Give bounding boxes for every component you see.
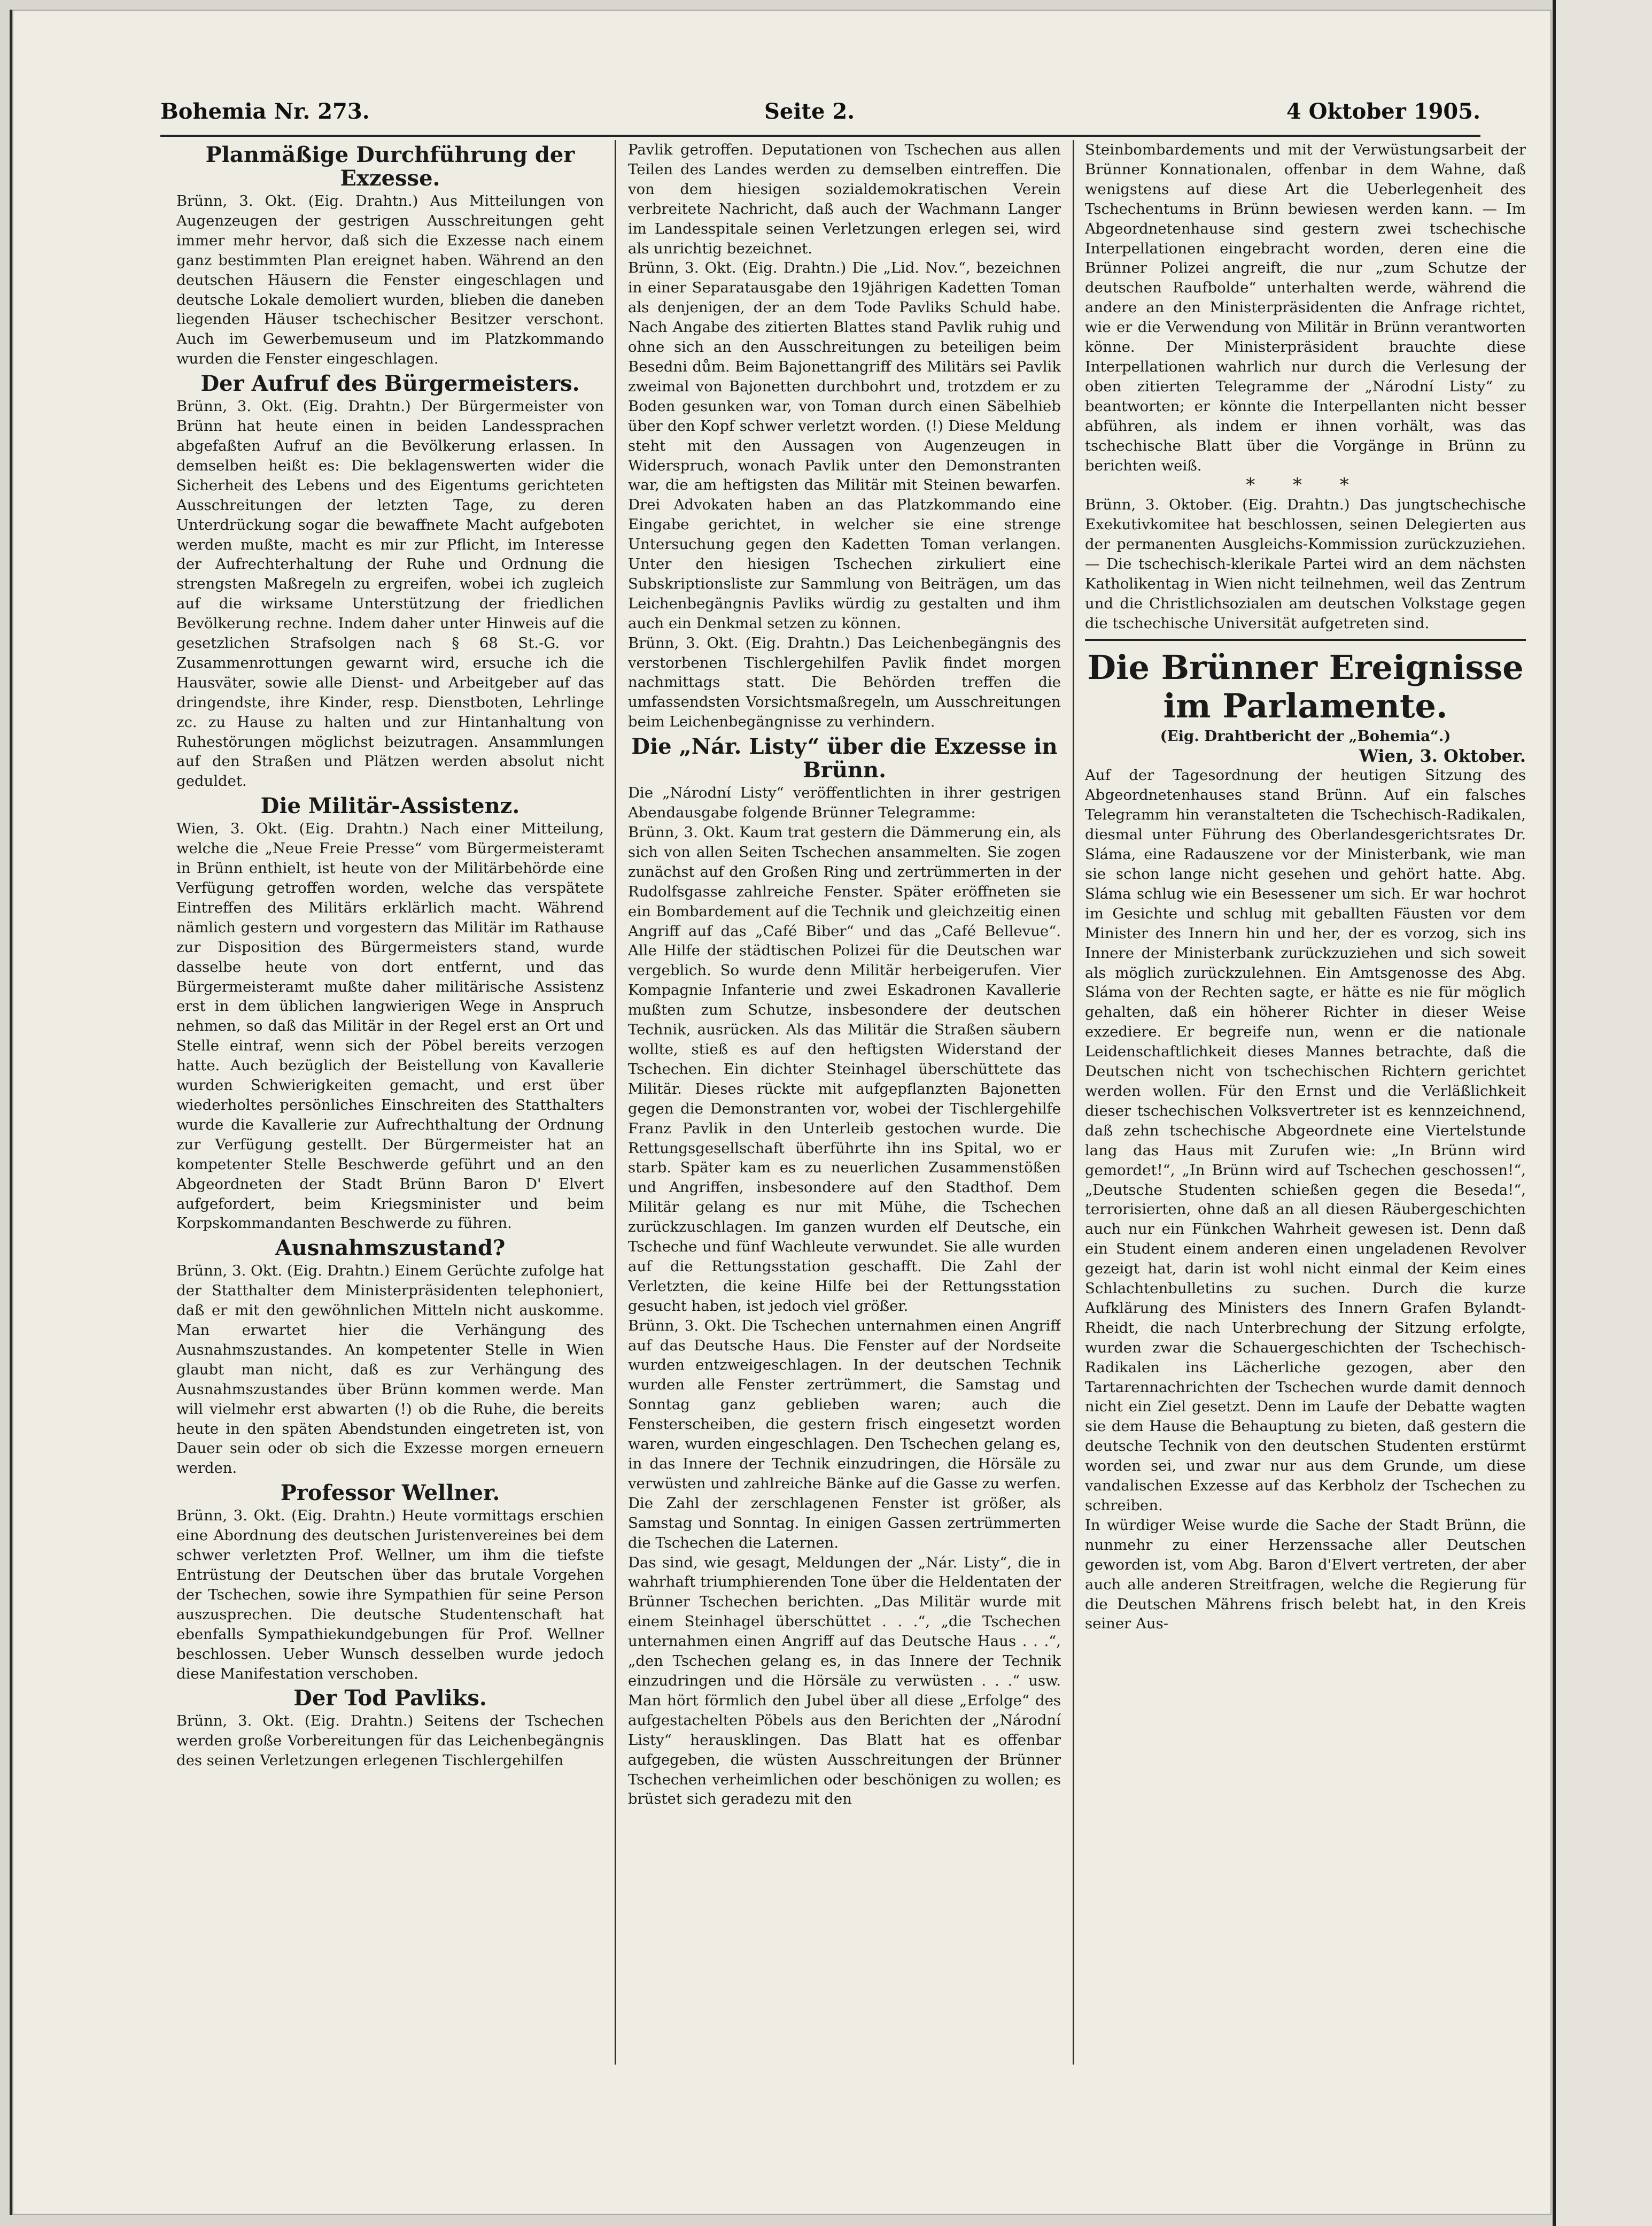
- article-heading: Der Tod Pavliks.: [293, 1686, 487, 1711]
- article-heading: Ausnahmszustand?: [275, 1235, 506, 1261]
- section-separator: * * *: [1246, 474, 1365, 496]
- article-paragraph: Brünn, 3. Okt. Kaum trat gestern die Dämmerung ein, als sich von allen Seiten Tschechen ansammelten. Sie zogen zunächst auf den Großen Ring und zertrümmerten in der Rudolfsgasse zahlreiche Fenster. Später eröffneten sie ein Bombardement auf die Technik und gleichzeitig einen Angriff auf das „Café Biber“ und das „Café Bellevue“. Alle Hilfe der städtischen Polizei für die Deutschen war vergeblich. So wurde denn Militär herbeigerufen. Vier Kompagnie Infanterie und zwei Eskadronen Kavallerie mußten zum Schutze, insbesondere der deutschen Technik, ausrücken. Als das Militär die Straßen säubern wollte, stieß es auf den heftigsten Widerstand der Tschechen. Ein dichter Steinhagel überschüttete das Militär. Dieses rückte mit aufgepflanzten Bajonetten gegen die Demonstranten vor, wobei der Tischlergehilfe Franz Pavlik in den Unterleib gestochen wurde. Die Rettungsgesellschaft überführte ihn ins Spital, wo er starb. Später kam es zu neuerlichen Zusammenstößen und Angriffen, insbesondere auf den Stadthof. Dem Militär gelang es nur mit Mühe, die Tschechen zurückzuschlagen. Im ganzen wurden elf Deutsche, ein Tscheche und fünf Wachleute verwundet. Sie alle wurden auf die Rettungsstation geschafft. Die Zahl der Verletzten, die keine Hilfe bei der Rettungsstation gesucht haben, ist jedoch viel größer.: [628, 824, 1061, 1315]
- header-page-number: Seite 2.: [764, 99, 855, 124]
- article-heading: Die „Nár. Listy“ über die Exzesse in Brünn.: [631, 734, 1058, 783]
- article-paragraph: Brünn, 3. Okt. (Eig. Drahtn.) Einem Gerüchte zufolge hat der Statthalter dem Ministerpräsidenten telephoniert, daß er mit den gewöhnlichen Mitteln nicht auskomme. Man erwartet hier die Verhängung des Ausnahmszustandes. An kompetenter Stelle in Wien glaubt man nicht, daß es zur Verhängung des Ausnahmszustandes über Brünn kommen werde. Man will vielmehr erst abwarten (!) ob die Ruhe, die bereits heute in den späten Abendstunden eingetreten ist, von Dauer sein oder ob sich die Exzesse morgen erneuern werden.: [176, 1262, 604, 1477]
- article-paragraph: Pavlik getroffen. Deputationen von Tschechen aus allen Teilen des Landes werden zu demselben eintreffen. Die von dem hiesigen sozialdemokratischen Verein verbreitete Nachricht, daß auch der Wachmann Langer im Landesspitale seinen Verletzungen erlegen sei, wird als unrichtig bezeichnet.: [628, 141, 1061, 257]
- adjacent-page-edge: [1553, 0, 1652, 2226]
- header-rule: [160, 135, 1480, 137]
- column-3: [1085, 140, 1526, 2065]
- header-date: 4 Oktober 1905.: [1286, 99, 1480, 124]
- column-divider: [1073, 140, 1074, 2065]
- page-header: [160, 99, 1480, 131]
- article-subheading: (Eig. Drahtbericht der „Bohemia“.): [1160, 727, 1451, 745]
- column-1: [176, 140, 604, 2065]
- article-dateline: Wien, 3. Oktober.: [1359, 745, 1526, 766]
- article-paragraph: Brünn, 3. Okt. (Eig. Drahtn.) Die „Lid. Nov.“, bezeichnen in einer Separatausgabe den 19jährigen Kadetten Toman als denjenigen, der an dem Tode Pavliks Schuld habe. Nach Angabe des zitierten Blattes stand Pavlik ruhig und ohne sich an den Ausschreitungen zu beteiligen beim Besedni dům. Beim Bajonettangriff des Militärs sei Pavlik zweimal von Bajonetten durchbohrt und, trotzdem er zu Boden gesunken war, von Toman durch einen Säbelhieb über den Kopf schwer verletzt worden. (!) Diese Meldung steht mit den Aussagen von Augenzeugen in Widerspruch, wonach Pavlik unter den Demonstranten war, die am heftigsten das Militär mit Steinen bewarfen. Drei Advokaten haben an das Platzkommando eine Eingabe gerichtet, in welcher sie eine strenge Untersuchung gegen den Kadetten Toman verlangen. Unter den hiesigen Tschechen zirkuliert eine Subskriptionsliste zur Sammlung von Beiträgen, um das Leichenbegängnis Pavliks würdig zu gestalten und ihm auch ein Denkmal setzen zu können.: [628, 259, 1061, 632]
- column-2: [628, 140, 1061, 2065]
- article-paragraph: Brünn, 3. Okt. (Eig. Drahtn.) Das Leichenbegängnis des verstorbenen Tischlergehilfen Pavlik findet morgen nachmittags statt. Die Behörden treffen die umfassendsten Vorsichtsmaßregeln, um Ausschreitungen beim Leichenbegängnisse zu verhindern.: [628, 634, 1061, 731]
- header-publication: Bohemia Nr. 273.: [160, 99, 370, 124]
- article-heading: Der Aufruf des Bürgermeisters.: [200, 371, 580, 397]
- article-paragraph: Brünn, 3. Okt. (Eig. Drahtn.) Heute vormittags erschien eine Abordnung des deutschen Juristenvereines bei dem schwer verletzten Prof. Wellner, um ihm die tiefste Entrüstung der Deutschen über das brutale Vorgehen der Tschechen, sowie ihre Sympathien für seine Person auszusprechen. Die deutsche Studentenschaft hat ebenfalls Sympathiekundgebungen für Prof. Wellner beschlossen. Ueber Wunsch desselben wurde jedoch diese Manifestation verschoben.: [176, 1507, 604, 1682]
- article-paragraph: Wien, 3. Okt. (Eig. Drahtn.) Nach einer Mitteilung, welche die „Neue Freie Presse“ vom Bürgermeisteramt in Brünn enthielt, ist heute von der Militärbehörde eine Verfügung getroffen worden, welche das verspätete Eintreffen des Militärs erklärlich macht. Während nämlich gestern und vorgestern das Militär im Rathause zur Disposition des Bürgermeisters stand, wurde dasselbe heute von dort entfernt, und das Bürgermeisteramt mußte daher militärische Assistenz erst in dem üblichen langwierigen Wege in Anspruch nehmen, so daß das Militär in der Regel erst an Ort und Stelle eintraf, wenn sich der Pöbel bereits verzogen hatte. Auch bezüglich der Beistellung von Kavallerie wurden Schwierigkeiten gemacht, und erst über wiederholtes persönliches Einschreiten des Statthalters wurde die Kavallerie zur Aufrechthaltung der Ordnung zur Verfügung gestellt. Der Bürgermeister hat an kompetenter Stelle Beschwerde geführt und an den Abgeordneten der Stadt Brünn Baron D' Elvert aufgefordert, beim Kriegsminister und beim Korpskommandanten Beschwerde zu führen.: [176, 820, 604, 1232]
- article-paragraph: Das sind, wie gesagt, Meldungen der „Nár. Listy“, die in wahrhaft triumphierenden Tone über die Heldentaten der Brünner Tschechen berichten. „Das Militär wurde mit einem Steinhagel überschüttet . . .“, „die Tschechen unternahmen einen Angriff auf das Deutsche Haus . . .“, „den Tschechen gelang es, in das Innere der Technik einzudringen und die Hörsäle zu verwüsten . . .“ usw. Man hört förmlich den Jubel über all diese „Erfolge“ des aufgestachelten Pöbels aus den Berichten der „Národní Listy“ herausklingen. Das Blatt hat es offenbar aufgegeben, die wüsten Ausschreitungen der Brünner Tschechen verheimlichen oder beschönigen zu wollen; es brüstet sich geradezu mit den: [628, 1553, 1061, 1808]
- article-heading: Professor Wellner.: [280, 1480, 500, 1506]
- article-heading: Die Brünner Ereignisse im Parlamente.: [1087, 647, 1524, 725]
- article-paragraph: Brünn, 3. Okt. (Eig. Drahtn.) Seitens der Tschechen werden große Vorbereitungen für das Leichenbegängnis des seinen Verletzungen erlegenen Tischlergehilfen: [176, 1712, 604, 1769]
- article-paragraph: Brünn, 3. Okt. (Eig. Drahtn.) Aus Mitteilungen von Augenzeugen der gestrigen Ausschreitungen geht immer mehr hervor, daß sich die Exzesse nach einem ganz bestimmten Plan ereignet haben. Während an den deutschen Häusern die Fenster eingeschlagen und deutsche Lokale demoliert wurden, blieben die daneben liegenden Häuser tschechischer Besitzer verschont. Auch im Gewerbemuseum und im Platzkommando wurden die Fenster eingeschlagen.: [176, 192, 604, 368]
- article-paragraph: Auf der Tagesordnung der heutigen Sitzung des Abgeordnetenhauses stand Brünn. Auf ein falsches Telegramm hin veranstalteten die Tschechisch-Radikalen, diesmal unter Führung des Oberlandesgerichtsrates Dr. Sláma, eine Radauszene vor der Ministerbank, wie man sie schon lange nicht gesehen und gehört hatte. Abg. Sláma schlug wie ein Besessener um sich. Er war hochrot im Gesichte und schlug mit geballten Fäusten vor dem Minister des Innern hin und her, der es vorzog, sich ins Innere der Ministerbank zurückzuziehen und sich soweit als möglich zurückzulehnen. Ein Amtsgenosse des Abg. Sláma von der Rechten sagte, er hätte es nie für möglich gehalten, daß ein höherer Richter in dieser Weise exzediere. Er begreife nun, wenn er die nationale Leidenschaftlichkeit dieses Mannes betrachte, daß die Deutschen nicht von tschechischen Richtern gerichtet werden wollen. Für den Ernst und die Verläßlichkeit dieser tschechischen Volksvertreter ist es kennzeichnend, daß zehn tschechische Abgeordnete eine Viertelstunde lang das Haus mit Zurufen wie: „In Brünn wird gemordet!“, „In Brünn wird auf Tschechen geschossen!“, „Deutsche Studenten schießen gegen die Beseda!“, terrorisierten, ohne daß an all diesen Räubergeschichten auch nur ein Fünkchen Wahrheit gewesen ist. Denn daß ein Student einem anderen einen ungeladenen Revolver gezeigt hat, darin ist wohl nicht einmal der Keim eines Schlachtenbulletins zu suchen. Durch die kurze Aufklärung des Ministers des Innern Grafen Bylandt-Rheidt, die nach Unterbrechung der Sitzung erfolgte, wurden zwar die Schauergeschichten der Tschechisch-Radikalen ins Lächerliche gezogen, aber den Tartarennachrichten der Tschechen wurde damit dennoch nicht ein Ziel gesetzt. Denn im Laufe der Debatte wagten sie dem Hause die Behauptung zu bieten, daß gestern die deutsche Technik von den deutschen Studenten erstürmt worden sei, und zwar nur aus dem Grunde, um diese vandalischen Exzesse auf das Kerbholz der Tschechen zu schreiben.: [1085, 767, 1526, 1514]
- article-paragraph: Brünn, 3. Okt. Die Tschechen unternahmen einen Angriff auf das Deutsche Haus. Die Fenster auf der Nordseite wurden entzweigeschlagen. In der deutschen Technik wurden alle Fenster zertrümmert, die Samstag und Sonntag ganz geblieben waren; auch die Fensterscheiben, die gestern frisch eingesetzt worden waren, wurden eingeschlagen. Den Tschechen gelang es, in das Innere der Technik einzudringen, die Hörsäle zu verwüsten und zahlreiche Bänke auf die Gasse zu werfen. Die Zahl der zerschlagenen Fenster ist größer, als Samstag und Sonntag. In einigen Gassen zertrümmerten die Tschechen die Laternen.: [628, 1317, 1061, 1551]
- article-paragraph: Die „Národní Listy“ veröffentlichten in ihrer gestrigen Abendausgabe folgende Brünner Telegramme:: [628, 784, 1061, 822]
- article-heading: Die Militär-Assistenz.: [260, 793, 520, 819]
- article-heading: Planmäßige Durchführung der Exzesse.: [205, 142, 575, 191]
- article-paragraph: In würdiger Weise wurde die Sache der Stadt Brünn, die nunmehr zu einer Herzenssache aller Deutschen geworden ist, vom Abg. Baron d'Elvert vertreten, der aber auch alle anderen Streitfragen, welche die Regierung für die Deutschen Mährens frisch belebt hat, in den Kreis seiner Aus-: [1085, 1516, 1526, 1633]
- column-divider: [615, 140, 616, 2065]
- article-paragraph: Brünn, 3. Okt. (Eig. Drahtn.) Der Bürgermeister von Brünn hat heute einen in beiden Landessprachen abgefaßten Aufruf an die Bevölkerung erlassen. In demselben heißt es: Die beklagenswerten wider die Sicherheit des Lebens und des Eigentums gerichteten Ausschreitungen der letzten Tage, zu deren Unterdrückung sogar die bewaffnete Macht aufgeboten werden mußte, macht es mir zur Pflicht, im Interesse der Aufrechterhaltung der Ruhe und Ordnung die strengsten Maßregeln zu ergreifen, wobei ich zugleich auf die wirksame Unterstützung der friedlichen Bevölkerung rechne. Indem daher unter Hinweis auf die gesetzlichen Strafsolgen nach § 68 St.-G. vor Zusammenrottungen gewarnt wird, ersuche ich die Hausväter, sowie alle Dienst- und Arbeitgeber auf das dringendste, ihre Kinder, resp. Dienstboten, Lehrlinge zc. zu Hause zu halten und zur Hintanhaltung von Ruhestörungen möglichst beizutragen. Ansammlungen auf den Straßen und Plätzen werden absolut nicht geduldet.: [176, 398, 604, 790]
- article-paragraph: Steinbombardements und mit der Verwüstungsarbeit der Brünner Konnationalen, offenbar in dem Wahne, daß wenigstens auf diese Art die Ueberlegenheit des Tschechentums in Brünn bewiesen werden kann. — Im Abgeordnetenhause sind gestern zwei tschechische Interpellationen eingebracht worden, deren eine die Brünner Polizei angreift, die nur „zum Schutze der deutschen Raufbolde“ unterhalten werde, während die andere an den Ministerpräsidenten die Anfrage richtet, wie er die Verwendung von Militär in Brünn verantworten könne. Der Ministerpräsident brauchte diese Interpellationen wahrlich nur durch die Verlesung der oben zitierten Telegramme der „Národní Listy“ zu beantworten; er könnte die Interpellanten nicht besser abführen, als indem er ihnen vorhält, was das tschechische Blatt über die Vorgänge in Brünn zu berichten weiß.: [1085, 141, 1526, 474]
- article-paragraph: Brünn, 3. Oktober. (Eig. Drahtn.) Das jungtschechische Exekutivkomitee hat beschlossen, seinen Delegierten aus der permanenten Ausgleichs-Kommission zurückzuziehen. — Die tschechisch-klerikale Partei wird an dem nächsten Katholikentag in Wien nicht teilnehmen, weil das Zentrum und die Christlichsozialen am deutschen Volkstage gegen die tschechische Universität aufgetreten sind.: [1085, 496, 1526, 632]
- section-rule: [1085, 639, 1526, 641]
